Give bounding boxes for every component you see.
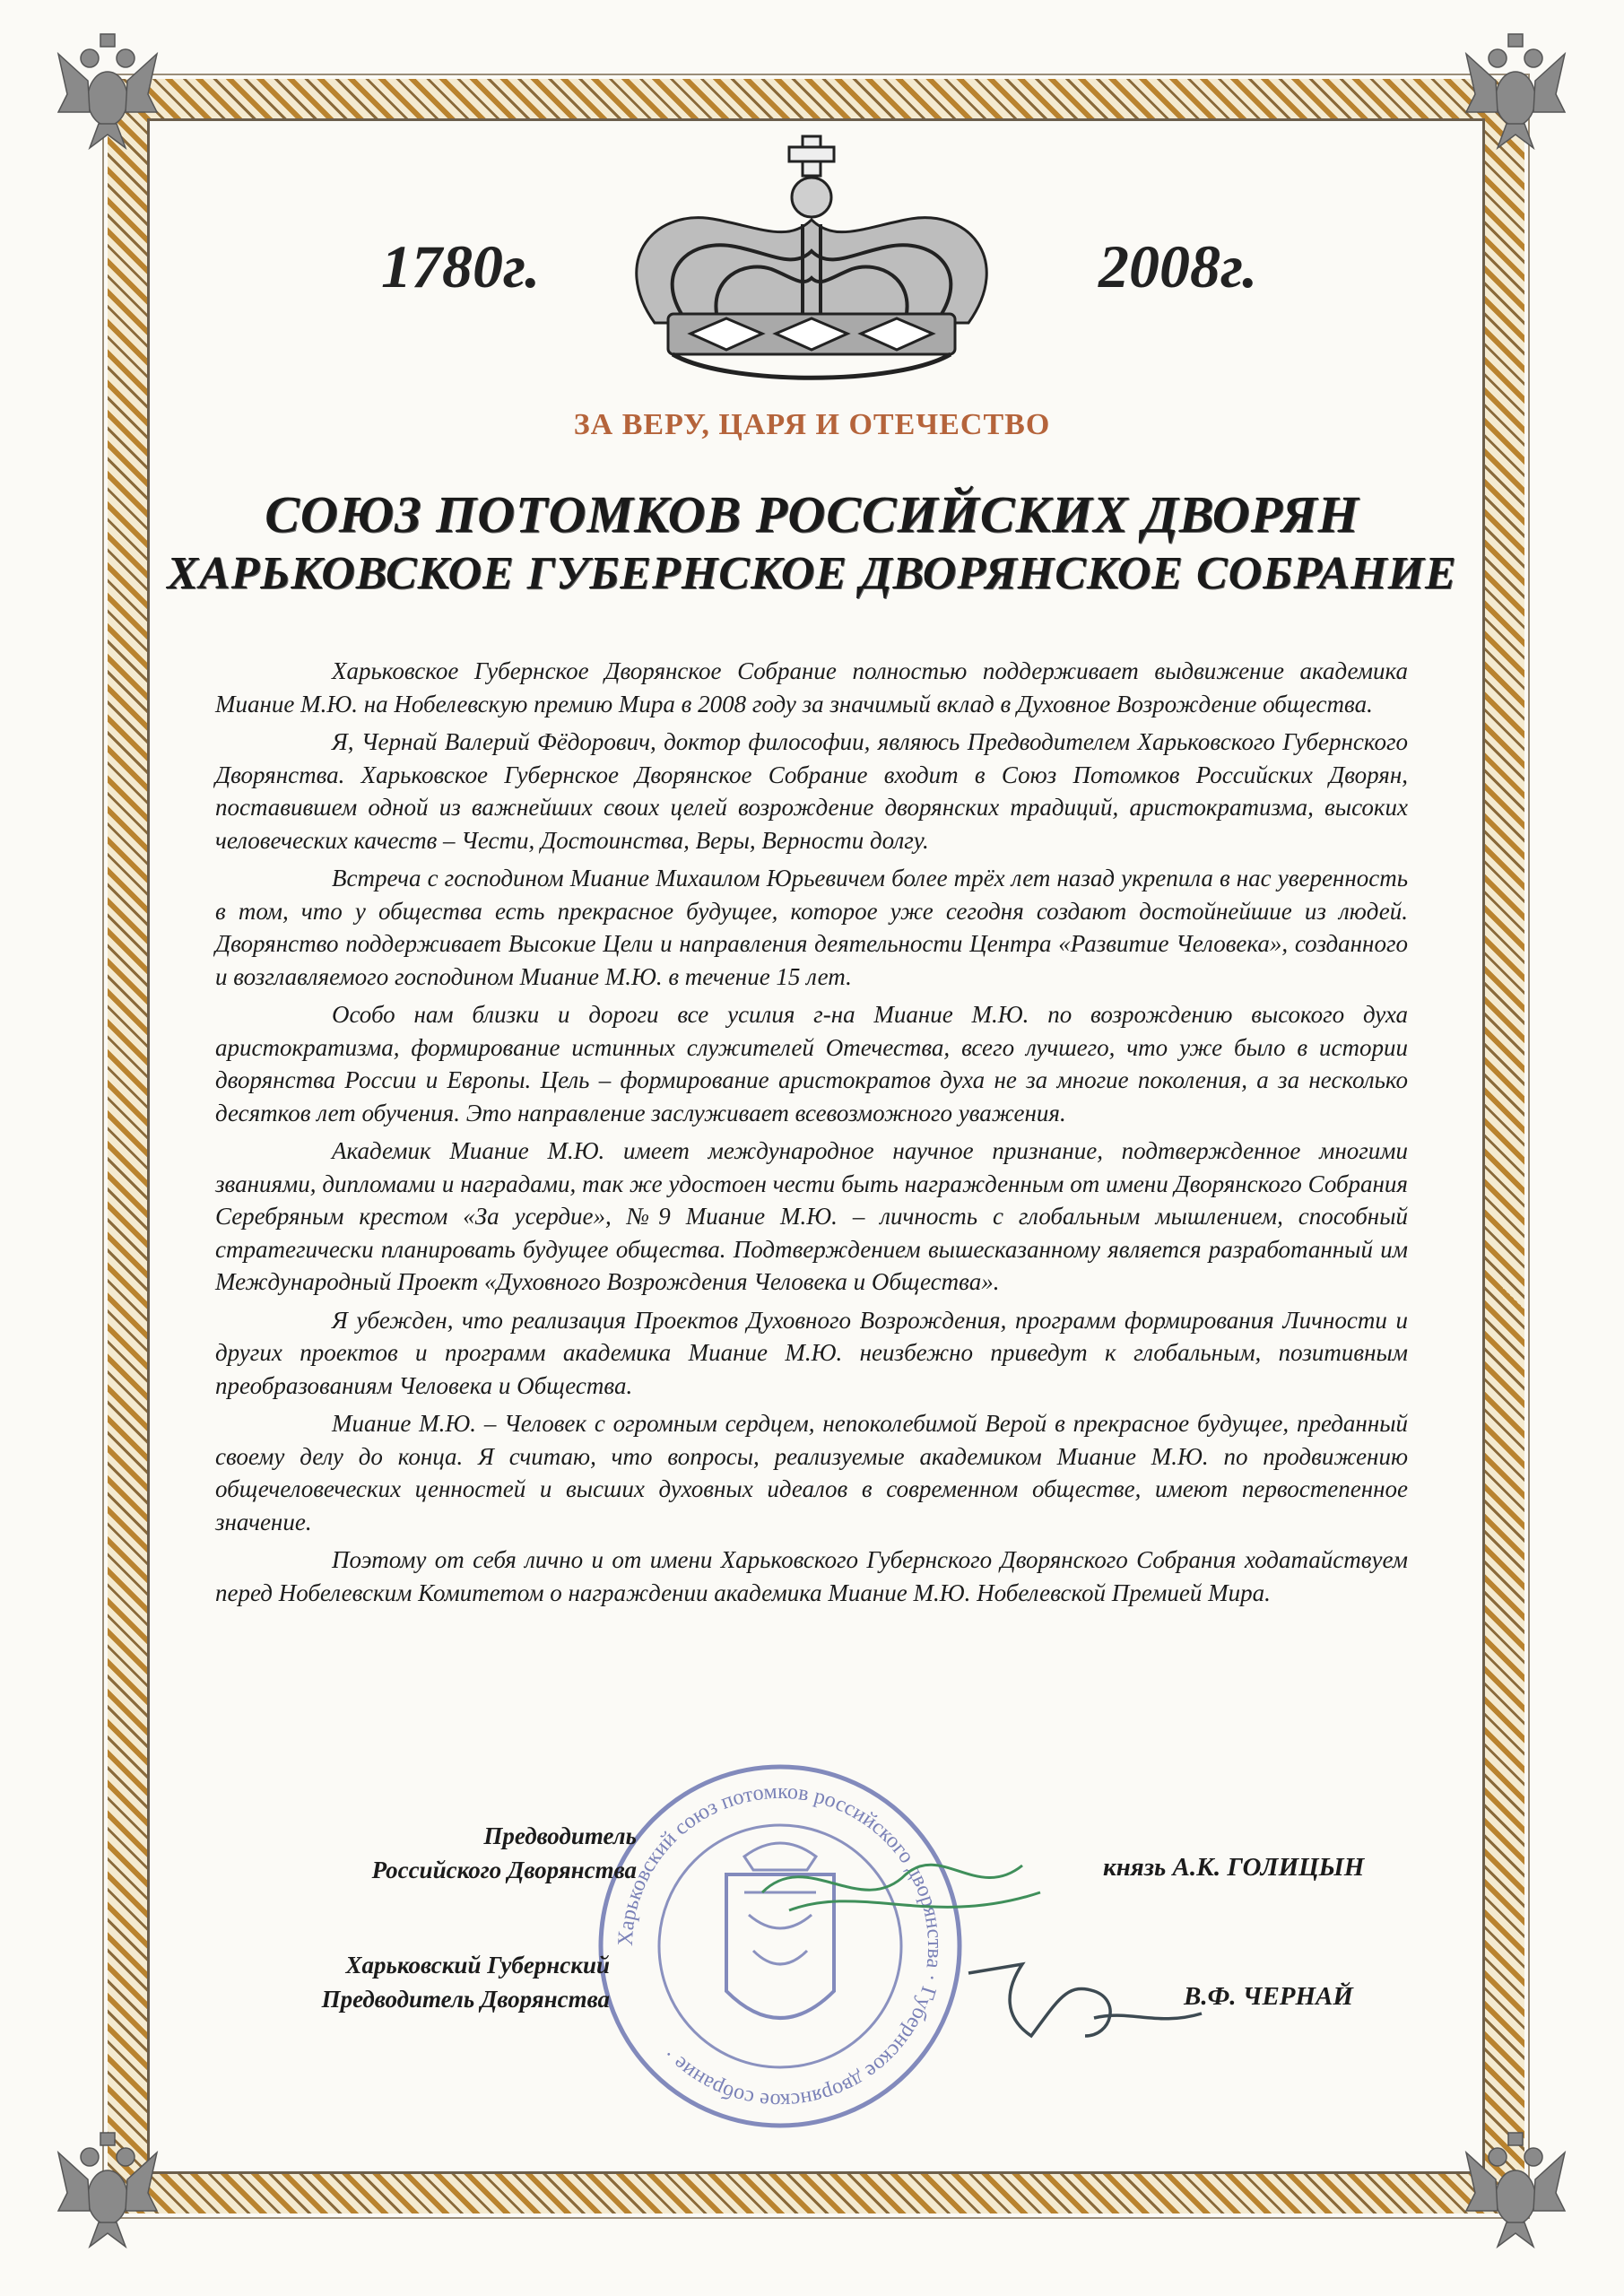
double-headed-eagle-icon (1462, 2126, 1569, 2251)
motto: ЗА ВЕРУ, ЦАРЯ И ОТЕЧЕСТВО (573, 408, 1051, 441)
document-subtitle: ХАРЬКОВСКОЕ ГУБЕРНСКОЕ ДВОРЯНСКОЕ СОБРАНИЕ (167, 548, 1457, 599)
paragraph: Миание М.Ю. – Человек с огромным сердцем, непоколебимой Верой в прекрасное будущее, преданный своему делу до конца. Я считаю, что вопросы, реализуемые академиком Миание М.Ю. по продвижению общечеловеческих ценностей и высших духовных идеалов в современном обществе, имеют первостепенное значение. (215, 1410, 1408, 1535)
signatory-title (269, 1819, 637, 1887)
paragraph: Харьковское Губернское Дворянское Собрание полностью поддерживает выдвижение академика Миание М.Ю. на Нобелевскую премию Мира в 2008 году за значимый вклад в Духовное Возрождение общества. (215, 657, 1408, 718)
double-headed-eagle-icon (54, 2126, 161, 2251)
letter-body (215, 655, 1408, 1614)
double-headed-eagle-icon (54, 27, 161, 152)
crown-icon (619, 135, 1004, 404)
paragraph: Я убежден, что реализация Проектов Духовного Возрождения, программ формирования Личности и других проектов и программ академика Миание М.Ю. неизбежно приведут к глобальным, позитивным преобразованиям Человека и Общества. (215, 1306, 1408, 1399)
double-headed-eagle-icon (1462, 27, 1569, 152)
signature-chernai (951, 1937, 1220, 2063)
paragraph: Особо нам близки и дороги все усилия г-на Миание М.Ю. по возрождению высокого духа аристократизма, формирование истинных служителей Отечества, всего лучшего, что уже было в истории дворянства России и Европы. Цель – формирование аристократов духа не за многие поколения, а за несколько десятков лет обучения. Это направление заслуживает всевозможного уважения. (215, 1001, 1408, 1126)
signatory-title-line: Российского Дворянства (371, 1857, 637, 1883)
official-seal (592, 1758, 968, 2135)
signatory-title-line: Харьковский Губернский (345, 1952, 610, 1979)
year-current: 2008г. (1099, 232, 1258, 300)
seal-text: Харьковский союз потомков российского дворянства · Губернское дворянское собрание · (613, 1779, 947, 2113)
paragraph: Я, Чернай Валерий Фёдорович, доктор философии, являюсь Предводителем Харьковского Губернского Дворянства. Харьковское Губернское Дворянское Собрание входит в Союз Потомков Российских Дворян, поставившем одной из важнейших своих целей возрождение дворянских традиций, аристократизма, высоких человеческих качеств – Чести, Достоинства, Веры, Верности долгу. (215, 728, 1408, 854)
signature-golitsyn (753, 1830, 1049, 1937)
signatory-title-line: Предводитель (483, 1822, 637, 1849)
paragraph: Встреча с господином Миание Михаилом Юрьевичем более трёх лет назад укрепила в нас уверенность в том, что у общества есть прекрасное будущее, которое уже сегодня создают достойнейшие из людей. Дворянство поддерживает Высокие Цели и направления деятельности Центра «Развитие Человека», созданного и возглавляемого господином Миание М.Ю. в течение 15 лет. (215, 865, 1408, 990)
year-founded: 1780г. (381, 232, 541, 300)
signatory-name: В.Ф. ЧЕРНАЙ (1184, 1982, 1353, 2011)
signatory-name: князь А.К. ГОЛИЦЫН (1103, 1853, 1365, 1882)
signatory-title (269, 1948, 610, 2016)
paragraph: Академик Миание М.Ю. имеет международное научное признание, подтвержденное многими званиями, дипломами и наградами, так же удостоен чести быть награжденным от имени Дворянского Собрания Серебряным крестом «За усердие», №9 Миание М.Ю. – личность с глобальным мышлением, способный стратегически планировать будущее общества. Подтверждением вышесказанному является разработанный им Международный Проект «Духовного Возрождения Человека и Общества». (215, 1137, 1408, 1295)
document-title: СОЮЗ ПОТОМКОВ РОССИЙСКИХ ДВОРЯН (265, 485, 1359, 544)
signatory-title-line: Предводитель Дворянства (321, 1986, 610, 2013)
paragraph: Поэтому от себя лично и от имени Харьковского Губернского Дворянского Собрания ходатайствуем перед Нобелевским Комитетом о награждении академика Миание М.Ю. Нобелевской Премией Мира. (215, 1546, 1408, 1606)
